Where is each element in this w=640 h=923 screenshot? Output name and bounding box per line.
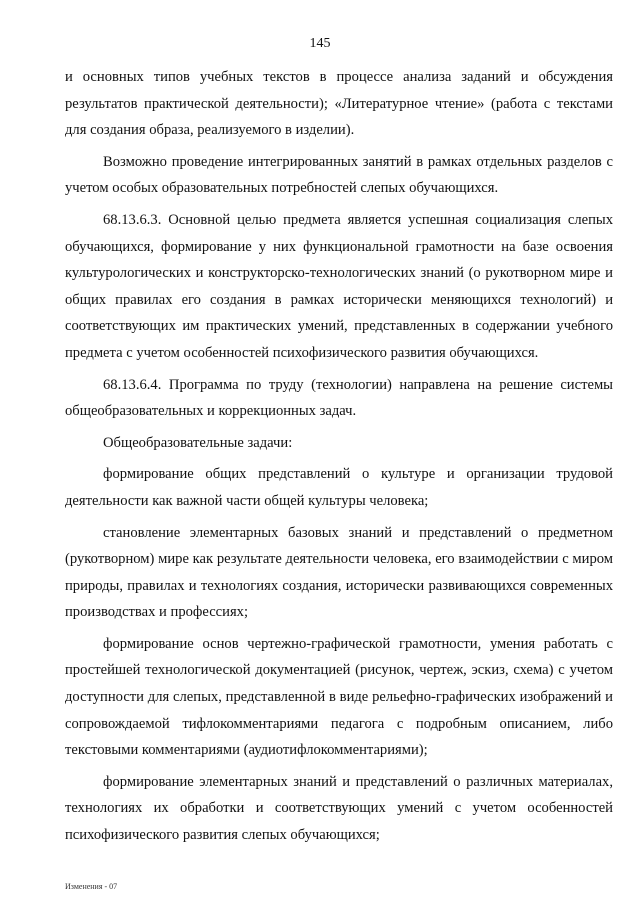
paragraph-literary-reading: и основных типов учебных текстов в процессе анализа заданий и обсуждения результатов практической деятельности); «Литературное чтение» (работа с текстами для создания образа, реализуемого в изделии). — [65, 69, 613, 139]
list-item-basic-knowledge: становление элементарных базовых знаний и представлений о предметном (рукотворном) мире как результате деятельности человека, его взаимодействии с миром природы, правилах и технологиях создания, исторически развивающихся современных производствах и профессиях; — [65, 524, 613, 621]
paragraph-68-13-6-4: 68.13.6.4. Программа по труду (технологии) направлена на решение системы общеобразовательных и коррекционных задач. — [65, 376, 613, 420]
footer-revision-note: Изменения - 07 — [65, 882, 118, 891]
document-body — [65, 64, 613, 849]
paragraph-general-tasks-heading: Общеобразовательные задачи: — [103, 434, 293, 451]
paragraph-integrated-lessons: Возможно проведение интегрированных занятий в рамках отдельных разделов с учетом особых образовательных потребностей слепых обучающихся. — [65, 153, 613, 197]
paragraph-68-13-6-3: 68.13.6.3. Основной целью предмета является успешная социализация слепых обучающихся, формирование у них функциональной грамотности на базе освоения культурологических и конструкторско-технологических знаний (о рукотворном мире и общих правилах его создания в рамках исторически меняющихся технологий) и соответствующих им практических умений, представленных в содержании учебного предмета с учетом особенностей психофизического развития обучающихся. — [65, 211, 613, 361]
list-item-graphic-literacy: формирование основ чертежно-графической грамотности, умения работать с простейшей технологической документацией (рисунок, чертеж, эскиз, схема) с учетом доступности для слепых, представленной в виде рельефно-графических изображений и сопровождаемой тифлокомментариями педагога с подробным описанием, либо текстовыми комментариями (аудиотифлокомментариями); — [65, 635, 613, 759]
page-number: 145 — [309, 36, 331, 51]
list-item-culture-of-labor: формирование общих представлений о культуре и организации трудовой деятельности как важной части общей культуры человека; — [65, 466, 613, 509]
list-item-materials-technologies: формирование элементарных знаний и представлений о различных материалах, технологиях их обработки и соответствующих умений с учетом особенностей психофизического развития слепых обучающихся; — [65, 773, 613, 844]
